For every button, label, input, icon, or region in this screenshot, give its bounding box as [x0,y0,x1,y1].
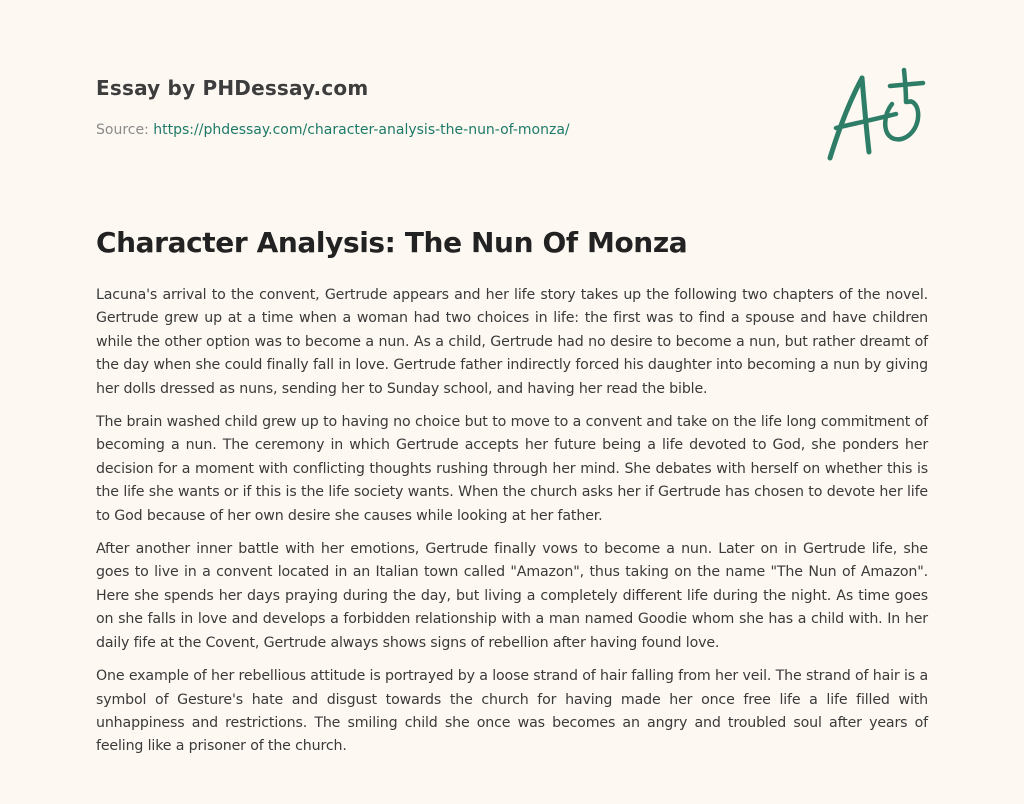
a-plus-logo-icon [822,66,928,166]
article-paragraph-3: After another inner battle with her emotions, Gertrude finally vows to become a nun. Later on in Gertrude life, she goes to live in a convent located in an Italian town called "Amazon", thus taking on the name "The Nun of Amazon". Here she spends her days praying during the day, but living a completely different life during the night. As time goes on she falls in love and develops a forbidden relationship with a man named Goodie whom she has a child with. In her daily fife at the Covent, Gertrude always shows signs of rebellion after having found love. [96,541,928,651]
brand-name: Essay by PHDessay.com [96,76,369,100]
source-link[interactable]: https://phdessay.com/character-analysis-the-nun-of-monza/ [153,122,570,138]
source-line [96,122,716,138]
article-body [96,284,928,769]
source-label: Source: [96,122,154,138]
article-paragraph-2: The brain washed child grew up to having no choice but to move to a convent and take on the life long commitment of becoming a nun. The ceremony in which Gertrude accepts her future being a life devoted to God, she ponders her decision for a moment with conflicting thoughts rushing through her mind. She debates with herself on whether this is the life she wants or if this is the life society wants. When the church asks her if Gertrude has chosen to devote her life to God because of her own desire she causes while looking at her father. [96,414,928,524]
header [96,76,716,138]
article-paragraph-1: Lacuna's arrival to the convent, Gertrude appears and her life story takes up the following two chapters of the novel. Gertrude grew up at a time when a woman had two choices in life: the first was to find a spouse and have children while the other option was to become a nun. As a child, Gertrude had no desire to become a nun, but rather dreamt of the day when she could finally fall in love. Gertrude father indirectly forced his daughter into becoming a nun by giving her dolls dressed as nuns, sending her to Sunday school, and having her read the bible. [96,287,928,397]
article-paragraph-4: One example of her rebellious attitude is portrayed by a loose strand of hair falling from her veil. The strand of hair is a symbol of Gesture's hate and disgust towards the church for having made her once free life a life filled with unhappiness and restrictions. The smiling child she once was becomes an angry and troubled soul after years of feeling like a prisoner of the church. [96,668,928,755]
article-title: Character Analysis: The Nun Of Monza [96,226,688,259]
